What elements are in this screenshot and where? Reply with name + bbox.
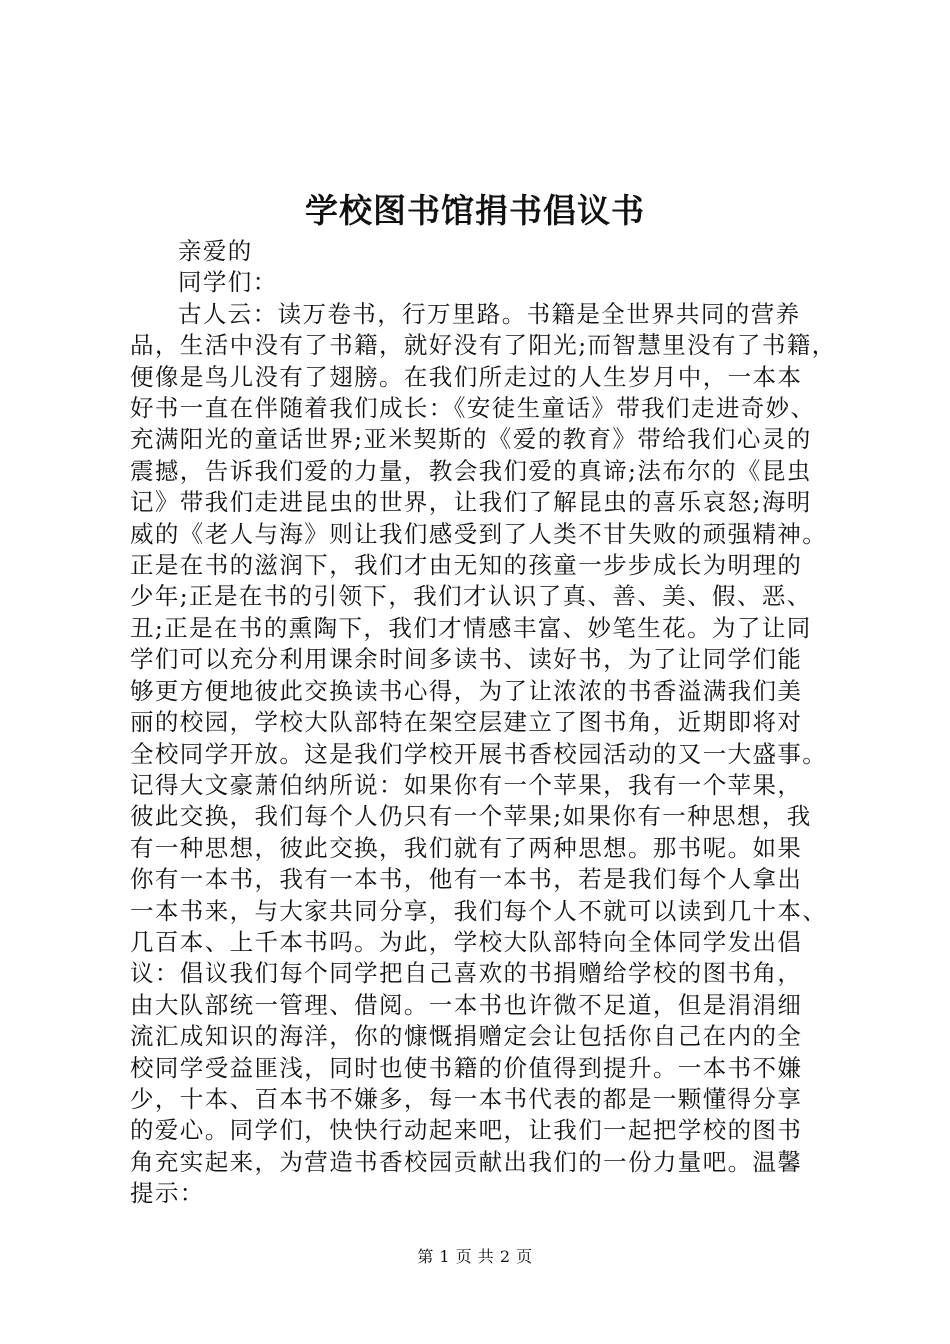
- body-line: 记得大文豪萧伯纳所说：如果你有一个苹果，我有一个苹果，: [130, 770, 803, 799]
- body-line: 议：倡议我们每个同学把自己喜欢的书捐赠给学校的图书角，: [130, 959, 803, 988]
- body-line: 震撼，告诉我们爱的力量，教会我们爱的真谛;法布尔的《昆虫: [130, 456, 812, 485]
- body-line: 有一种思想，彼此交换，我们就有了两种思想。那书呢。如果: [130, 833, 803, 862]
- body-line: 提示：: [130, 1179, 205, 1208]
- body-line: 全校同学开放。这是我们学校开展书香校园活动的又一大盛事。: [130, 739, 828, 768]
- body-line: 彼此交换，我们每个人仍只有一个苹果;如果你有一种思想，我: [130, 802, 812, 831]
- body-line: 正是在书的滋润下，我们才由无知的孩童一步步成长为明理的: [130, 551, 803, 580]
- body-line: 少，十本、百本书不嫌多，每一本书代表的都是一颗懂得分享: [130, 1084, 803, 1113]
- body-line: 充满阳光的童话世界;亚米契斯的《爱的教育》带给我们心灵的: [130, 425, 812, 454]
- body-line: 古人云：读万卷书，行万里路。书籍是全世界共同的营养: [178, 299, 801, 328]
- body-line: 你有一本书，我有一本书，他有一本书，若是我们每个人拿出: [130, 865, 803, 894]
- body-line: 记》带我们走进昆虫的世界，让我们了解昆虫的喜乐哀怒;海明: [130, 488, 812, 517]
- document-body: [130, 236, 837, 1210]
- body-line: 丑;正是在书的熏陶下，我们才情感丰富、妙笔生花。为了让同: [130, 613, 812, 642]
- page-footer: 第 1 页 共 2 页: [417, 1247, 533, 1266]
- body-line: 校同学受益匪浅，同时也使书籍的价值得到提升。一本书不嫌: [130, 1053, 803, 1082]
- body-line: 够更方便地彼此交换读书心得，为了让浓浓的书香溢满我们美: [130, 676, 803, 705]
- body-line: 品，生活中没有了书籍，就好没有了阳光;而智慧里没有了书籍，: [130, 331, 837, 360]
- body-line: 由大队部统一管理、借阅。一本书也许微不足道，但是涓涓细: [130, 990, 803, 1019]
- body-line: 学们可以充分利用课余时间多读书、读好书，为了让同学们能: [130, 645, 803, 674]
- body-line-greeting-2: 同学们：: [178, 268, 278, 297]
- body-line: 少年;正是在书的引领下，我们才认识了真、善、美、假、恶、: [130, 582, 812, 611]
- body-line: 好书一直在伴随着我们成长：《安徒生童话》带我们走进奇妙、: [130, 394, 816, 423]
- body-line-greeting-1: 亲爱的: [178, 237, 253, 265]
- body-line: 角充实起来，为营造书香校园贡献出我们的一份力量吧。温馨: [130, 1147, 803, 1176]
- body-line: 的爱心。同学们，快快行动起来吧，让我们一起把学校的图书: [130, 1116, 803, 1145]
- body-line: 便像是鸟儿没有了翅膀。在我们所走过的人生岁月中，一本本: [130, 362, 803, 391]
- body-line: 一本书来，与大家共同分享，我们每个人不就可以读到几十本、: [130, 896, 828, 925]
- body-line: 几百本、上千本书吗。为此，学校大队部特向全体同学发出倡: [130, 927, 803, 956]
- document-title: 学校图书馆捐书倡议书: [305, 191, 645, 230]
- body-line: 丽的校园，学校大队部特在架空层建立了图书角，近期即将对: [130, 708, 803, 737]
- body-line: 威的《老人与海》则让我们感受到了人类不甘失败的顽强精神。: [130, 519, 828, 548]
- body-line: 流汇成知识的海洋，你的慷慨捐赠定会让包括你自己在内的全: [130, 1022, 803, 1051]
